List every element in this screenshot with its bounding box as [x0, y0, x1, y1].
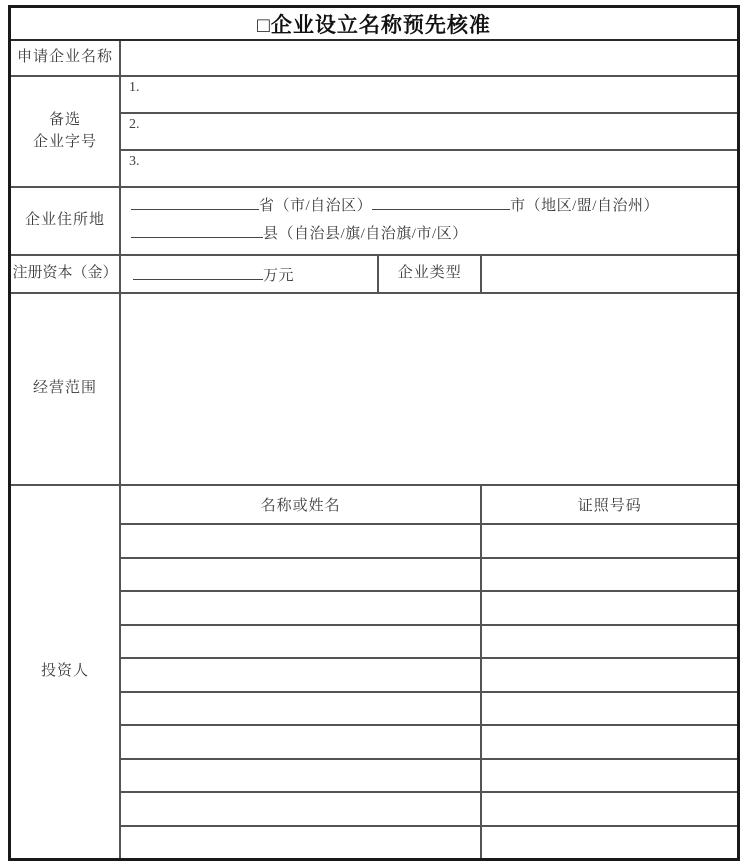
county-suffix: 县（自治县/旗/自治旗/市/区） [262, 226, 468, 242]
checkbox-icon: □ [257, 13, 271, 37]
investor-name-cell-4 [120, 625, 481, 659]
investor-license-cell-7 [481, 725, 738, 759]
investor-license-header: 证照号码 [481, 485, 738, 524]
business-scope-value-cell [120, 293, 739, 485]
capital-unit: 万元 [262, 267, 294, 284]
investor-license-cell-8 [481, 759, 738, 793]
capital-value-cell [120, 255, 378, 293]
investor-name-cell-1 [120, 524, 481, 558]
investor-license-cell-6 [481, 692, 738, 726]
enterprise-type-label: 企业类型 [378, 255, 481, 293]
investor-name-cell-2 [120, 558, 481, 592]
investor-name-cell-5 [120, 658, 481, 692]
alternative-name-1-cell: 1. [120, 76, 739, 113]
city-suffix: 市（地区/盟/自治州） [510, 198, 659, 215]
investor-license-cell-3 [481, 591, 738, 625]
title-row [10, 7, 739, 41]
investor-license-cell-2 [481, 558, 738, 592]
enterprise-type-value-cell [481, 255, 738, 293]
applied-name-row [10, 40, 739, 76]
investor-license-cell-4 [481, 625, 738, 659]
investors-header-row [10, 485, 739, 524]
investor-license-cell-5 [481, 658, 738, 692]
name-preapproval-form-table [8, 5, 740, 861]
province-blank-line [131, 196, 259, 210]
capital-blank-line [133, 266, 263, 280]
form-title-cell [10, 7, 739, 41]
investor-name-cell-8 [120, 759, 481, 793]
alternative-name-row-1 [10, 76, 739, 113]
domicile-row [10, 187, 739, 255]
capital-label: 注册资本（金） [10, 255, 120, 293]
alternatives-label-line1: 备选 [48, 111, 81, 128]
investor-name-cell-3 [120, 591, 481, 625]
domicile-label: 企业住所地 [10, 187, 120, 255]
investor-license-cell-9 [481, 792, 738, 826]
investor-name-cell-7 [120, 725, 481, 759]
investor-name-cell-9 [120, 792, 481, 826]
capital-row [10, 255, 739, 293]
business-scope-label: 经营范围 [10, 293, 120, 485]
alternatives-label-line2: 企业字号 [32, 133, 97, 150]
investor-license-cell-1 [481, 524, 738, 558]
investor-name-header: 名称或姓名 [120, 485, 481, 524]
county-blank-line [131, 224, 263, 238]
investor-name-cell-10 [120, 826, 481, 860]
applied-name-value-cell [120, 40, 739, 76]
city-blank-line [372, 196, 510, 210]
alternatives-label [10, 76, 120, 187]
investor-name-cell-6 [120, 692, 481, 726]
province-suffix: 省（市/自治区） [258, 198, 373, 215]
applied-name-label: 申请企业名称 [10, 40, 120, 76]
domicile-value-cell [120, 187, 739, 255]
investors-label: 投资人 [10, 485, 120, 860]
alternative-name-3-cell: 3. [120, 150, 739, 187]
business-scope-row [10, 293, 739, 485]
alternative-name-2-cell: 2. [120, 113, 739, 150]
investor-license-cell-10 [481, 826, 738, 860]
form-title: 企业设立名称预先核准 [270, 13, 491, 37]
